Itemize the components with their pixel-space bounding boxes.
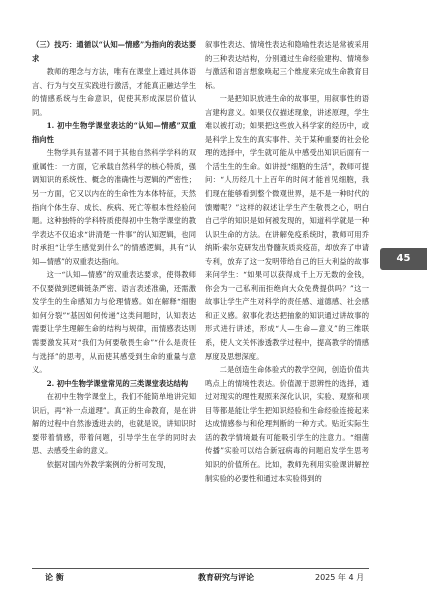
right-column — [205, 38, 369, 485]
paragraph: 一是把知识放进生命的故事里，用叙事性的语言建构意义。如果仅仅描述现象，讲述原理，学生难以被打动；如果把这些放入科学家的经历中，或是科学上发生的真实事件、关于某种重要的社会伦理的选择中，学生就可能从中感受出知识后面有一个活生生的生命。如讲授“细胞的生活”，教师可提问：“人历经几十上百年的时间才能首见细胞，我们现在能够看到整个微观世界，是不是一种时代的馈赠呢？”这样的叙述让学生产生敬畏之心，明白自己学的知识是如何被发现的，知道科学就是一种认识生命的方法。在讲解免疫系统时，教师可用乔纳斯·索尔克研发出脊髓灰质炎疫苗，却放弃了申请专利，放弃了这一发明带给自己的巨大利益的故事来问学生：“如果可以获得成千上万无数的金钱，你会为一己私利而拒绝向大众免费提供吗？”这一故事让学生产生对科学的责任感、道德感、社会感和正义感。叙事化表达把抽象的知识通过讲故事的形式进行讲述，形成“人—生命—意义”的三维联系，使人文关怀渗透教学过程中，提高教学的情感厚度及思想深度。 — [205, 94, 369, 361]
paragraph: 依据对国内外教学案例的分析可发现， — [46, 459, 171, 469]
paragraph: 在初中生物学课堂上，我们不能简单地讲完知识后，再“补一点道理”。真正的生命教育，是在讲解的过程中自然渗透进去的，也就是说，讲知识时要带着情感，带着问题，引导学生在学的同时去思、去感受生命的意义。 — [32, 392, 196, 456]
page-number-tab: 45 — [380, 248, 427, 270]
paragraph: 叙事性表达、情境性表达和隐喻性表达是常被采用的三种表达结构，分别通过生命经验建构、情境参与激活和语言想象唤起三个维度来完成生命教育目标。 — [205, 40, 369, 90]
paragraph: 二是创造生命体验式的教学空间，创造价值共鸣点上的情境性表达。价值源于思辨性的选择，通过对现实的理性观照来深化认识，实验、观察和项目等都是能让学生把知识经验和生命经验连接起来达成情感参与和伦理判断的一种方式。贴近实际生活的教学情境最有可能吸引学生的注意力。“细菌传播”实验可以结合新冠病毒的问题启发学生思考知识的价值所在。比如，教师先利用实验课讲解控制实验的必要性和通过本实验得到的 — [205, 365, 369, 483]
footer-section-label: 论 衡 — [45, 573, 64, 582]
paragraph: 这一“认知—情感”的双重表达要求，使得教师不仅要做到逻辑链条严密、语言表述准确，还需激发学生的生命感知力与伦理情感。如在解释“细胞如何分裂”“基因如何传递”这类问题时，认知表达需要让学生理解生命的结构与规律，而情感表达则需要激发其对“我们为何要敬畏生命”“什么是责任与选择”的思考，从而使其感受到生命的重量与意义。 — [32, 270, 196, 375]
paragraph: 生物学具有显著不同于其他自然科学学科的双重属性：一方面，它承载自然科学的核心特质，强调知识的系统性、概念的准确性与逻辑的严密性；另一方面，它又以内在的生命性为本体特征，天然指向个体生存、成长、疾病、死亡等根本性经验问题。这种独特的学科特质使得初中生物学课堂的教学表达不仅追求“讲清楚一件事”的认知逻辑，也同时承担“让学生感觉到什么”的情感逻辑，具有“认知—情感”的双重表达指向。 — [32, 148, 196, 266]
section-heading: （三）技巧：通循以“认知—情感”为指向的表达要求 — [32, 40, 196, 63]
footer-issue-date: 2025 年 4 月 — [315, 573, 365, 582]
footer-journal-title: 教育研究与评论 — [198, 573, 254, 582]
paragraph: 教师的理念与方法，唯有在课堂上通过具体语言、行为与交互实践进行激活，才能真正融达学生的情感系统与生命意识，促使其形成深层价值认同。 — [32, 67, 196, 117]
footer-divider — [32, 568, 369, 569]
left-column — [32, 38, 196, 472]
subheading: 1. 初中生物学课堂表达的“认知—情感”双重指向性 — [32, 121, 196, 144]
subheading: 2. 初中生物学课堂常见的三类课堂表达结构 — [46, 378, 189, 388]
